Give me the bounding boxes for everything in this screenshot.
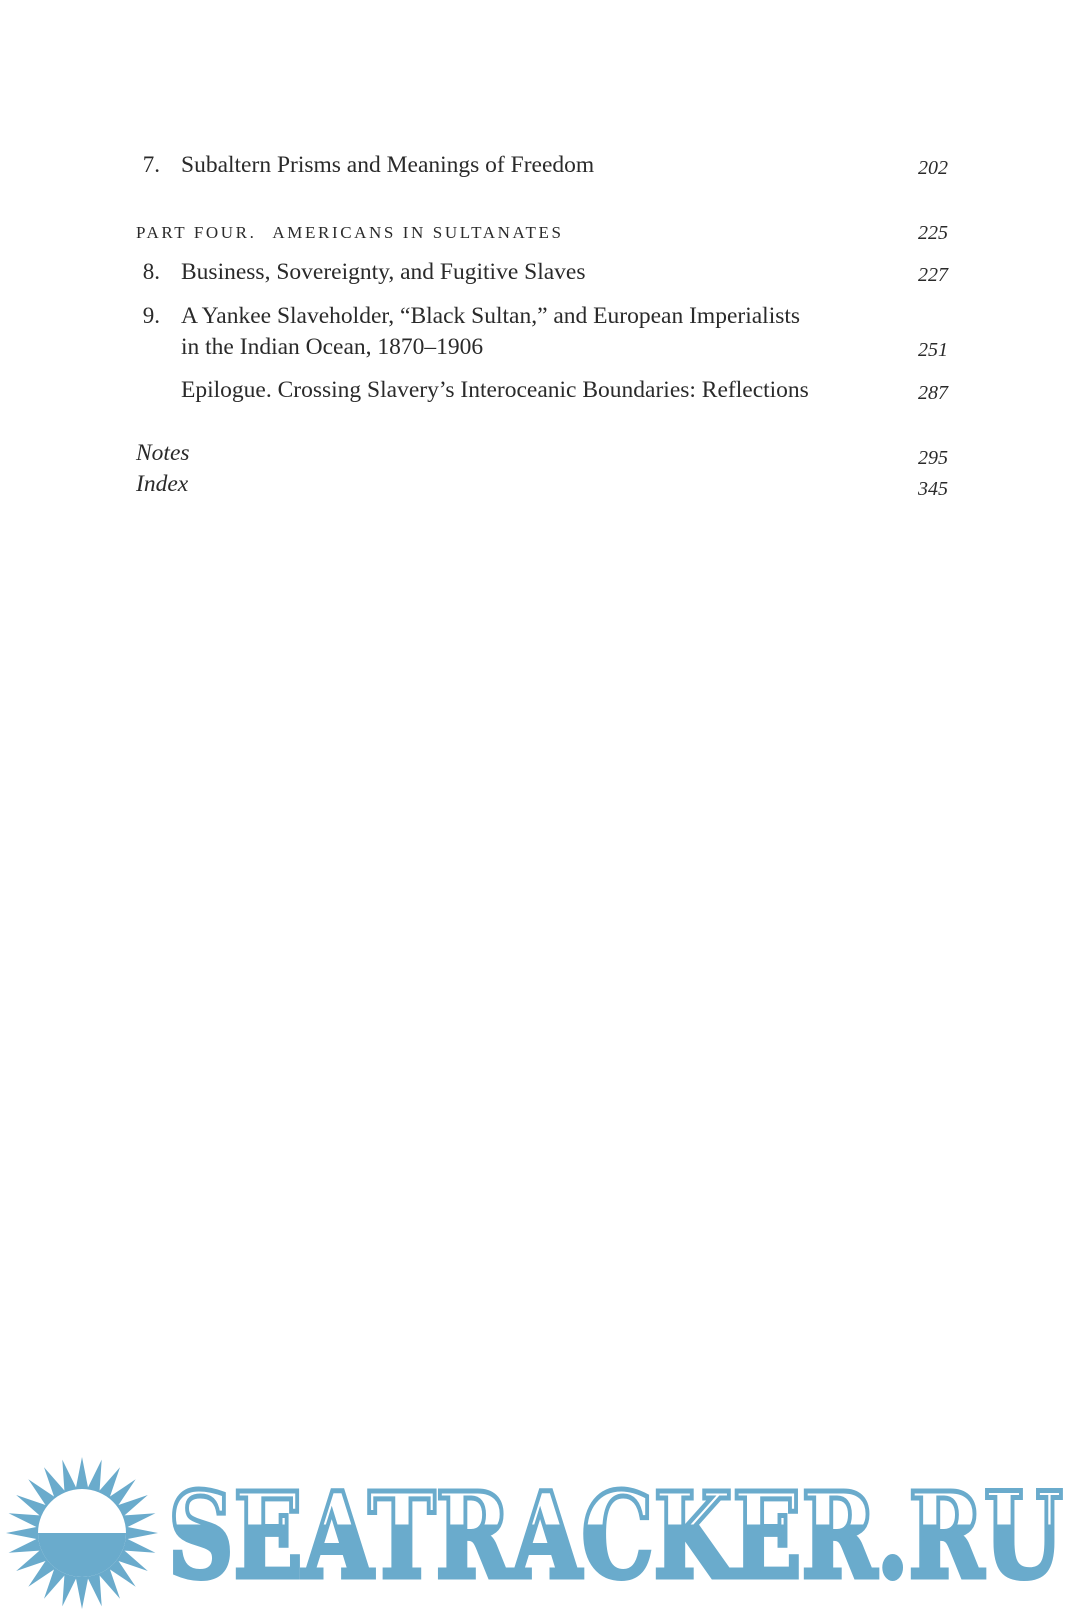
- watermark: [0, 1455, 1080, 1619]
- part-title: AMERICANS IN SULTANATES: [272, 223, 564, 242]
- index-title: Index: [136, 471, 189, 497]
- page-number: 251: [918, 339, 948, 361]
- part-heading: [136, 223, 564, 243]
- table-of-contents: [0, 0, 1080, 560]
- page-number: 287: [918, 382, 948, 404]
- chapter-title: Subaltern Prisms and Meanings of Freedom: [181, 152, 595, 178]
- chapter-number: 9.: [142, 303, 160, 328]
- watermark-logo: [168, 1465, 1068, 1595]
- chapter-title-line-2: in the Indian Ocean, 1870–1906: [181, 334, 484, 360]
- chapter-number: 7.: [142, 152, 160, 177]
- watermark-text: SEATRACKER.RU: [168, 1466, 1063, 1595]
- page-number: 345: [918, 478, 948, 500]
- chapter-number: 8.: [142, 259, 160, 284]
- page-number: 295: [918, 447, 948, 469]
- chapter-title: Business, Sovereignty, and Fugitive Slaves: [181, 259, 586, 285]
- chapter-title-line-1: A Yankee Slaveholder, “Black Sultan,” and European Imperialists: [181, 303, 801, 329]
- page-number: 202: [918, 157, 948, 179]
- page-number: 227: [918, 264, 948, 286]
- epilogue-title: Epilogue. Crossing Slavery’s Interoceanic Boundaries: Reflections: [181, 377, 809, 403]
- sun-icon: [4, 1455, 160, 1611]
- notes-title: Notes: [136, 440, 190, 466]
- page-number: 225: [918, 222, 948, 244]
- part-label: PART FOUR.: [136, 223, 257, 242]
